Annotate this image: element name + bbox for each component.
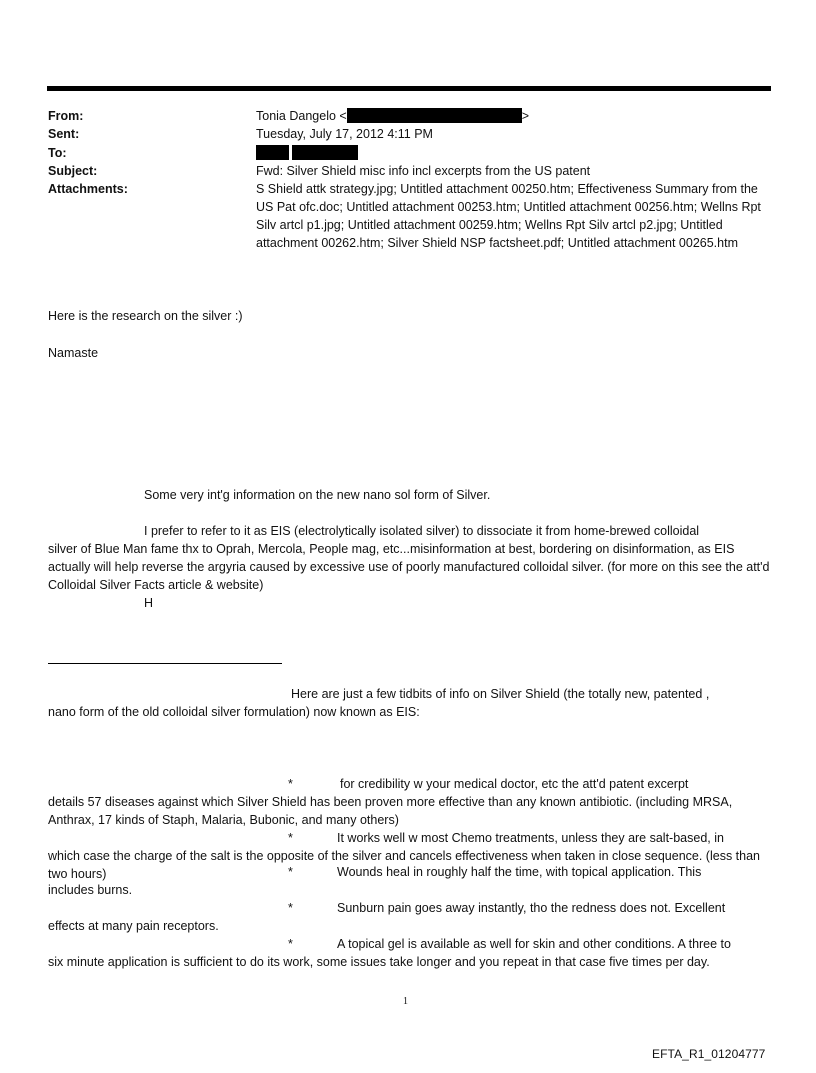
document-id: EFTA_R1_01204777 (652, 1047, 766, 1061)
redaction-block (347, 108, 522, 123)
bullet-marker: * (288, 937, 293, 951)
from-name: Tonia Dangelo < (256, 109, 347, 123)
bullet-first-line: Wounds heal in roughly half the time, with topical application. This (337, 865, 702, 879)
from-close: > (521, 109, 530, 123)
sent-label: Sent: (48, 127, 80, 141)
to-label: To: (48, 146, 67, 160)
separator-rule (48, 663, 282, 664)
bullet-first-line: A topical gel is available as well for skin and other conditions. A three to (337, 937, 731, 951)
bullet-text: includes burns. (48, 883, 133, 897)
redaction-block (292, 145, 358, 160)
attachments-label: Attachments: (48, 182, 128, 196)
tidbits-first-line: Here are just a few tidbits of info on Silver Shield (the totally new, patented , (291, 687, 710, 701)
subject-label: Subject: (48, 164, 98, 178)
eis-paragraph: silver of Blue Man fame thx to Oprah, Mercola, People mag, etc...misinformation at best, bordering on disinformation, as EIS actually will help reverse the argyria caused by excessive use of poorly manufactured colloidal silver. (for more on this see the att'd Colloidal Silver Facts article & website) (48, 542, 770, 592)
from-label: From: (48, 109, 84, 123)
tidbits-paragraph: nano form of the old colloidal silver formulation) now known as EIS: (48, 705, 420, 719)
bullet-first-line: It works well w most Chemo treatments, unless they are salt-based, in (337, 831, 724, 845)
redaction-block (256, 145, 289, 160)
page-number: 1 (403, 996, 408, 1007)
eis-first-line: I prefer to refer to it as EIS (electrolytically isolated silver) to dissociate it from home-brewed colloidal (144, 524, 700, 538)
header-rule (47, 86, 771, 91)
bullet-first-line: for credibility w your medical doctor, etc the att'd patent excerpt (340, 777, 689, 791)
bullet-marker: * (288, 777, 293, 791)
bullet-marker: * (288, 831, 293, 845)
sender-initial: H (144, 596, 154, 610)
bullet-text: which case the charge of the salt is the opposite of the silver and cancels effectiveness when taken in close sequence. (less than two hours) (48, 849, 760, 881)
bullet-first-line: Sunburn pain goes away instantly, tho the redness does not. Excellent (337, 901, 726, 915)
to-value (256, 144, 761, 162)
bullet-marker: * (288, 865, 293, 879)
attachments-value: S Shield attk strategy.jpg; Untitled attachment 00250.htm; Effectiveness Summary from the US Pat ofc.doc; Untitled attachment 00253.htm; Untitled attachment 00256.htm; Wellns Rpt Silv artcl p1.jpg; Untitled attachment 00259.htm; Wellns Rpt Silv artcl p2.jpg; Untitled attachment 00262.htm; Silver Shield NSP factsheet.pdf; Untitled attachment 00265.htm (256, 182, 761, 250)
greeting: Here is the research on the silver :) (48, 309, 243, 323)
bullet-marker: * (288, 901, 293, 915)
subject-value: Fwd: Silver Shield misc info incl excerpts from the US patent (256, 164, 591, 178)
from-value (256, 107, 761, 125)
bullet-text: details 57 diseases against which Silver Shield has been proven more effective than any known antibiotic. (including MRSA, Anthrax, 17 kinds of Staph, Malaria, Bubonic, and many others) (48, 795, 733, 827)
sent-value: Tuesday, July 17, 2012 4:11 PM (256, 127, 433, 141)
signoff: Namaste (48, 346, 99, 360)
bullet-text: effects at many pain receptors. (48, 919, 219, 933)
intro-line: Some very int'g information on the new nano sol form of Silver. (144, 488, 491, 502)
bullet-text: six minute application is sufficient to do its work, some issues take longer and you repeat in that case five times per day. (48, 955, 710, 969)
